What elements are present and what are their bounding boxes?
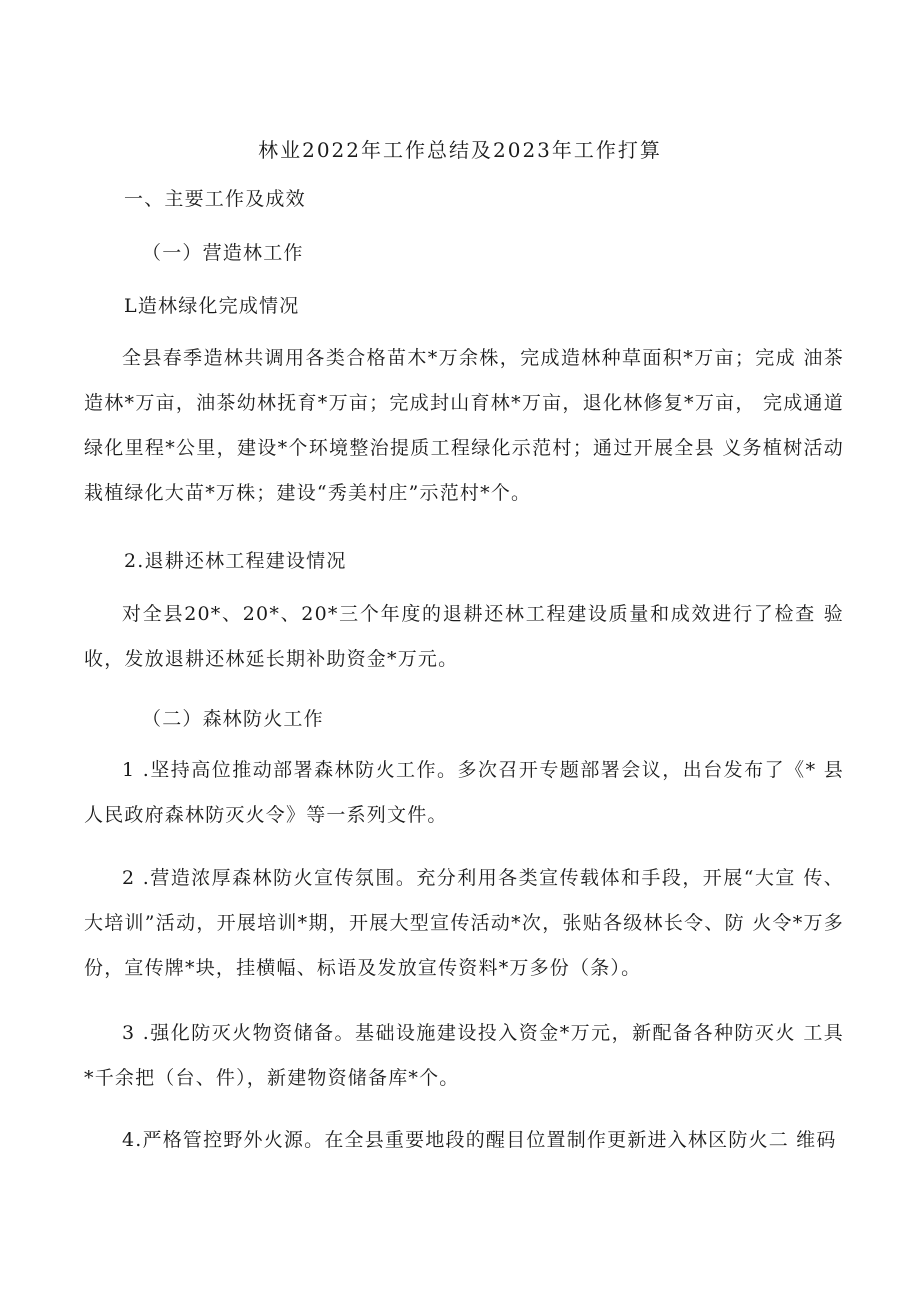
paragraph-fire-item-3: 3 .强化防灭火物资储备。基础设施建设投入资金*万元，新配备各种防灭火 工具*千余把（台、件），新建物资储备库*个。 xyxy=(84,1022,844,1089)
paragraph-fire-item-1: 1 .坚持高位推动部署森林防火工作。多次召开专题部署会议，出台发布了《* 县人民政府森林防灭火令》等一系列文件。 xyxy=(84,759,844,826)
subsection-heading-afforestation: （一）营造林工作 xyxy=(142,242,304,264)
paragraph-afforestation-status: 全县春季造林共调用各类合格苗木*万余株，完成造林种草面积*万亩；完成 油茶造林*万亩，油茶幼林抚育*万亩；完成封山育林*万亩，退化林修复*万亩， 完成通道绿化里程*公里，建设*个环境整治提质工程绿化示范村；通过开展全县 义务植树活动栽植绿化大苗*万株；建设“秀美村庄”示范村*个。 xyxy=(84,347,844,504)
section-heading-main-work: 一、主要工作及成效 xyxy=(124,188,306,210)
paragraph-grain-for-green: 对全县20*、20*、20*三个年度的退耕还林工程建设质量和成效进行了检查 验收，发放退耕还林延长期补助资金*万元。 xyxy=(84,603,844,670)
paragraph-fire-item-2: 2 .营造浓厚森林防火宣传氛围。充分利用各类宣传载体和手段，开展“大宣 传、大培训”活动，开展培训*期，开展大型宣传活动*次，张贴各级林长令、防 火令*万多份，宣传牌*块，挂横幅、标语及发放宣传资料*万多份（条）。 xyxy=(84,867,844,979)
item-heading-grain-for-green: 2.退耕还林工程建设情况 xyxy=(124,550,347,572)
item-heading-afforestation-status: L造林绿化完成情况 xyxy=(124,295,300,317)
paragraph-fire-item-4: 4.严格管控野外火源。在全县重要地段的醒目位置制作更新进入林区防火二 维码 xyxy=(122,1129,837,1151)
document-title: 林业2022年工作总结及2023年工作打算 xyxy=(258,138,662,162)
subsection-heading-fire-prevention: （二）森林防火工作 xyxy=(142,708,324,730)
